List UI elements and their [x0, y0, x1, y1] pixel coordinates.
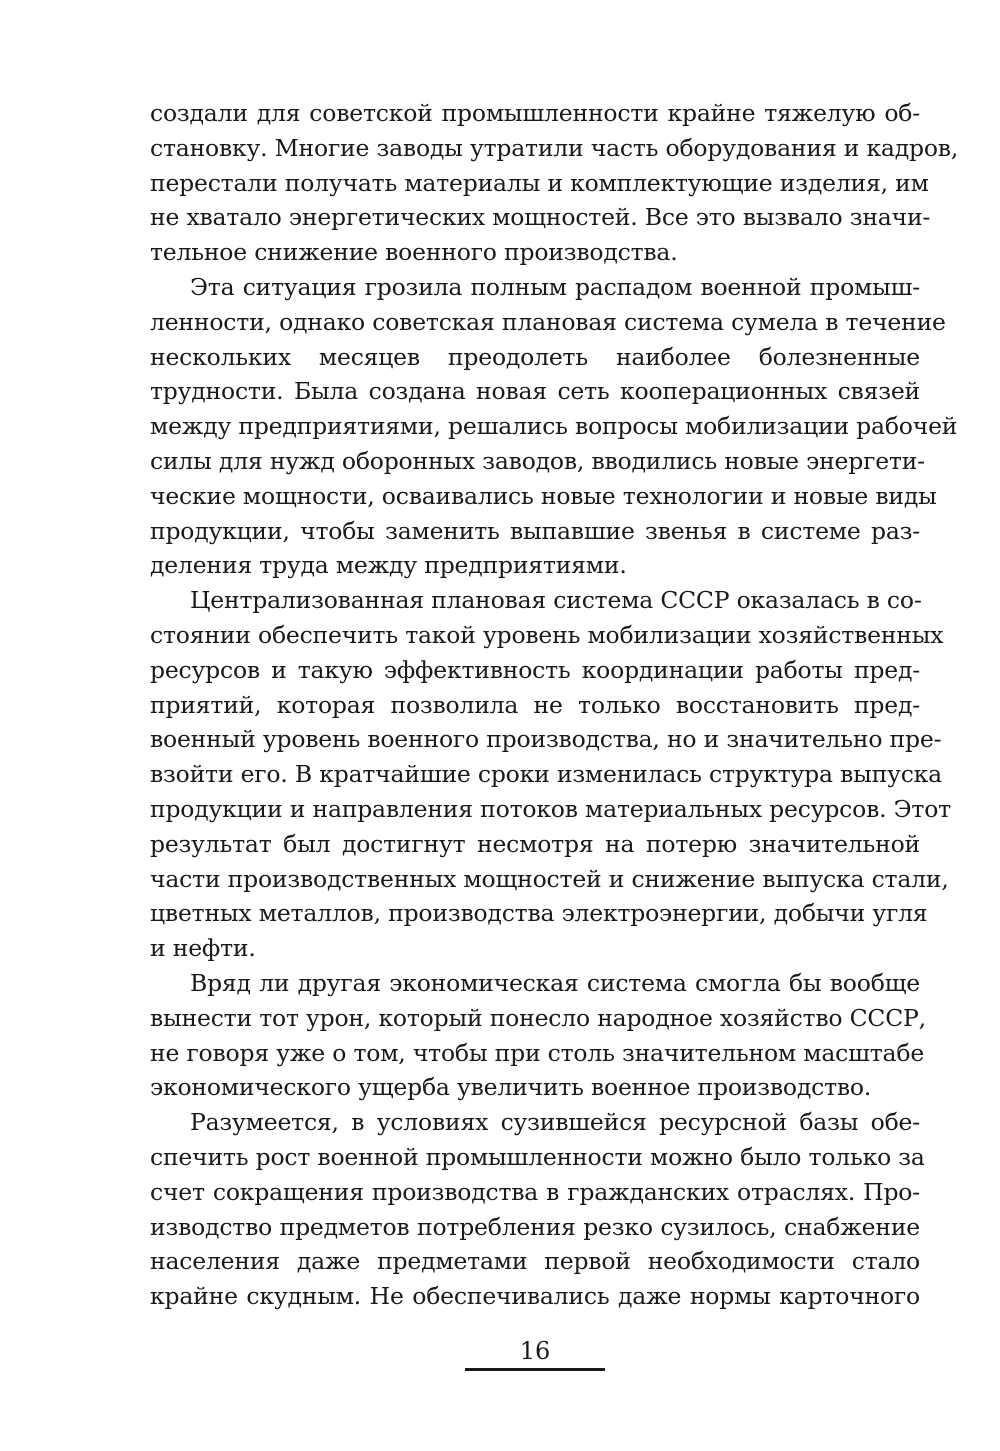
text-line: не хватало энергетических мощностей. Все это вызвало значи- [150, 203, 931, 232]
text-line: ресурсов и такую эффективность координации работы пред- [150, 655, 920, 684]
text-line: Централизованная плановая система СССР оказалась в со- [190, 586, 922, 615]
paragraph-4 [150, 966, 926, 1105]
text-line: Эта ситуация грозила полным распадом военной промыш- [190, 272, 920, 301]
text-line: счет сокращения производства в гражданских отраслях. Про- [150, 1177, 920, 1206]
footer-rule [465, 1368, 605, 1371]
paragraph-5 [150, 1105, 925, 1314]
text-line: изводство предметов потребления резко сузилось, снабжение [150, 1212, 920, 1241]
text-line: цветных металлов, производства электроэнергии, добычи угля [150, 899, 928, 928]
text-line: вынести тот урон, который понесло народное хозяйство СССР, [150, 1003, 926, 1032]
text-line: части производственных мощностей и снижение выпуска стали, [150, 864, 949, 893]
text-line: приятий, которая позволила не только восстановить пред- [150, 690, 920, 719]
text-line: взойти его. В кратчайшие сроки изменилась структура выпуска [150, 760, 942, 789]
text-line: ленности, однако советская плановая система сумела в течение [150, 307, 946, 336]
text-line: нескольких месяцев преодолеть наиболее болезненные [150, 342, 920, 371]
text-line: крайне скудным. Не обеспечивались даже нормы карточного [150, 1282, 920, 1311]
text-line: становку. Многие заводы утратили часть оборудования и кадров, [150, 133, 959, 162]
text-line: не говоря уже о том, чтобы при столь значительном масштабе [150, 1038, 925, 1067]
text-line: деления труда между предприятиями. [150, 551, 627, 580]
text-line: создали для советской промышленности крайне тяжелую об- [150, 99, 920, 127]
text-line: Вряд ли другая экономическая система смогла бы вообще [190, 968, 920, 997]
text-line: тельное снижение военного производства. [150, 238, 678, 267]
text-line: населения даже предметами первой необходимости стало [150, 1247, 920, 1276]
paragraph-1 [150, 96, 959, 270]
text-line: продукции и направления потоков материальных ресурсов. Этот [150, 794, 951, 823]
page-body [150, 96, 959, 1314]
text-line: силы для нужд оборонных заводов, вводились новые энергети- [150, 446, 925, 475]
text-line: и нефти. [150, 934, 256, 963]
text-line: между предприятиями, решались вопросы мобилизации рабочей [150, 412, 958, 441]
page-number: 16 [519, 1337, 551, 1365]
text-line: Разумеется, в условиях сузившейся ресурсной базы обе- [190, 1108, 920, 1137]
text-line: военный уровень военного производства, но и значительно пре- [150, 725, 942, 754]
page-footer [465, 1336, 605, 1371]
text-line: спечить рост военной промышленности можно было только за [150, 1142, 925, 1171]
text-line: ческие мощности, осваивались новые технологии и новые виды [150, 481, 937, 510]
text-line: продукции, чтобы заменить выпавшие звенья в системе раз- [150, 516, 920, 545]
paragraph-3 [150, 583, 951, 966]
paragraph-2 [150, 270, 958, 583]
text-line: результат был достигнут несмотря на потерю значительной [150, 829, 920, 858]
text-line: перестали получать материалы и комплектующие изделия, им [150, 168, 929, 197]
text-line: экономического ущерба увеличить военное производство. [150, 1073, 872, 1102]
text-line: трудности. Была создана новая сеть кооперационных связей [150, 377, 920, 406]
text-line: стоянии обеспечить такой уровень мобилизации хозяйственных [150, 620, 944, 649]
